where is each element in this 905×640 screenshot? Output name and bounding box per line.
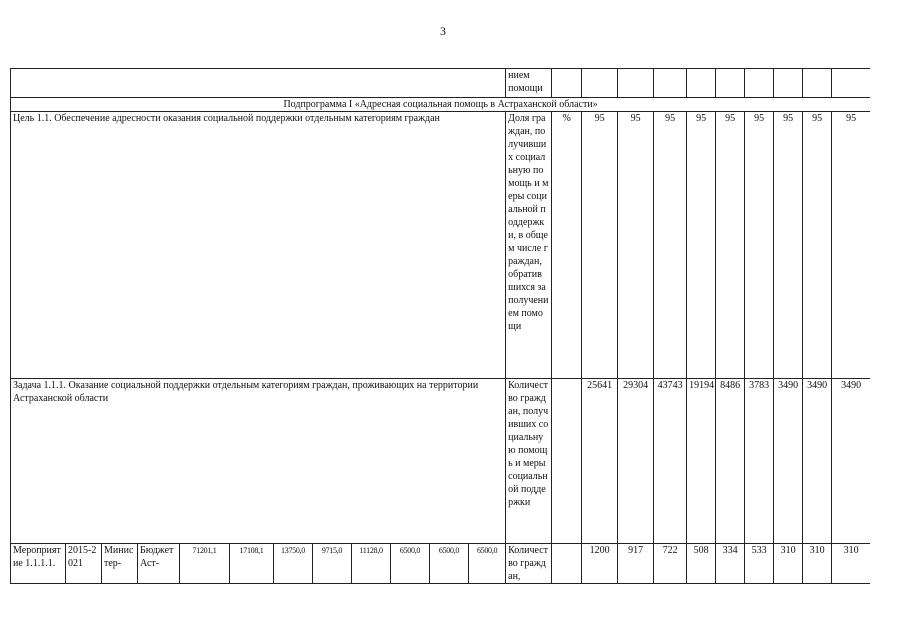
task-value: 43743 <box>654 379 687 544</box>
goal-value: 95 <box>618 112 654 379</box>
program-table <box>10 68 870 584</box>
goal-text: Цель 1.1. Обеспечение адресности оказания социальной поддержки отдельным категориям граждан <box>11 112 506 379</box>
measure-value: 310 <box>832 544 870 584</box>
task-value: 3490 <box>803 379 832 544</box>
measure-unit <box>552 544 582 584</box>
measure-row <box>11 544 871 584</box>
measure-executor: Министер- <box>102 544 138 584</box>
measure-value: 310 <box>803 544 832 584</box>
task-value: 25641 <box>582 379 618 544</box>
finance-value: 71201,1 <box>180 544 230 584</box>
goal-value: 95 <box>803 112 832 379</box>
task-unit <box>552 379 582 544</box>
indicator-cell: нием помощи <box>506 69 552 98</box>
measure-value: 1200 <box>582 544 618 584</box>
goal-indicator: Доля граждан, получивших социальную помощь и меры социальной поддержки, в общем числе граждан, обратившихся за получением помощи <box>506 112 552 379</box>
measure-value: 533 <box>745 544 774 584</box>
header-continuation-row <box>11 69 871 98</box>
goal-value: 95 <box>654 112 687 379</box>
blank-cell <box>11 69 506 98</box>
task-value: 8486 <box>716 379 745 544</box>
page-number: 3 <box>440 24 446 38</box>
measure-value: 508 <box>687 544 716 584</box>
measure-period: 2015-2021 <box>66 544 102 584</box>
measure-value: 917 <box>618 544 654 584</box>
measure-value: 334 <box>716 544 745 584</box>
finance-value: 9715,0 <box>313 544 352 584</box>
measure-source: Бюджет Аст- <box>138 544 180 584</box>
measure-value: 310 <box>774 544 803 584</box>
subprogram-row <box>11 98 871 112</box>
goal-value: 95 <box>687 112 716 379</box>
finance-value: 17108,1 <box>230 544 274 584</box>
task-indicator: Количество граждан, получивших социальную помощь и меры социальной поддержки <box>506 379 552 544</box>
program-table-frame <box>10 68 870 596</box>
task-value: 3490 <box>832 379 870 544</box>
finance-value: 11128,0 <box>352 544 391 584</box>
measure-value: 722 <box>654 544 687 584</box>
measure-indicator: Количество граждан, <box>506 544 552 584</box>
goal-value: 95 <box>582 112 618 379</box>
goal-value: 95 <box>745 112 774 379</box>
finance-value: 13750,0 <box>274 544 313 584</box>
task-text: Задача 1.1.1. Оказание социальной поддержки отдельным категориям граждан, проживающих на территории Астраханской области <box>11 379 506 544</box>
finance-value: 6500,0 <box>391 544 430 584</box>
task-value: 3783 <box>745 379 774 544</box>
subprogram-title: Подпрограмма I «Адресная социальная помощь в Астраханской области» <box>11 98 871 112</box>
goal-value: 95 <box>832 112 870 379</box>
task-value: 19194 <box>687 379 716 544</box>
task-row <box>11 379 871 544</box>
goal-unit: % <box>552 112 582 379</box>
task-value: 29304 <box>618 379 654 544</box>
goal-row <box>11 112 871 379</box>
measure-name: Мероприятие 1.1.1.1. <box>11 544 66 584</box>
finance-value: 6500,0 <box>469 544 506 584</box>
goal-value: 95 <box>716 112 745 379</box>
goal-value: 95 <box>774 112 803 379</box>
task-value: 3490 <box>774 379 803 544</box>
finance-value: 6500,0 <box>430 544 469 584</box>
